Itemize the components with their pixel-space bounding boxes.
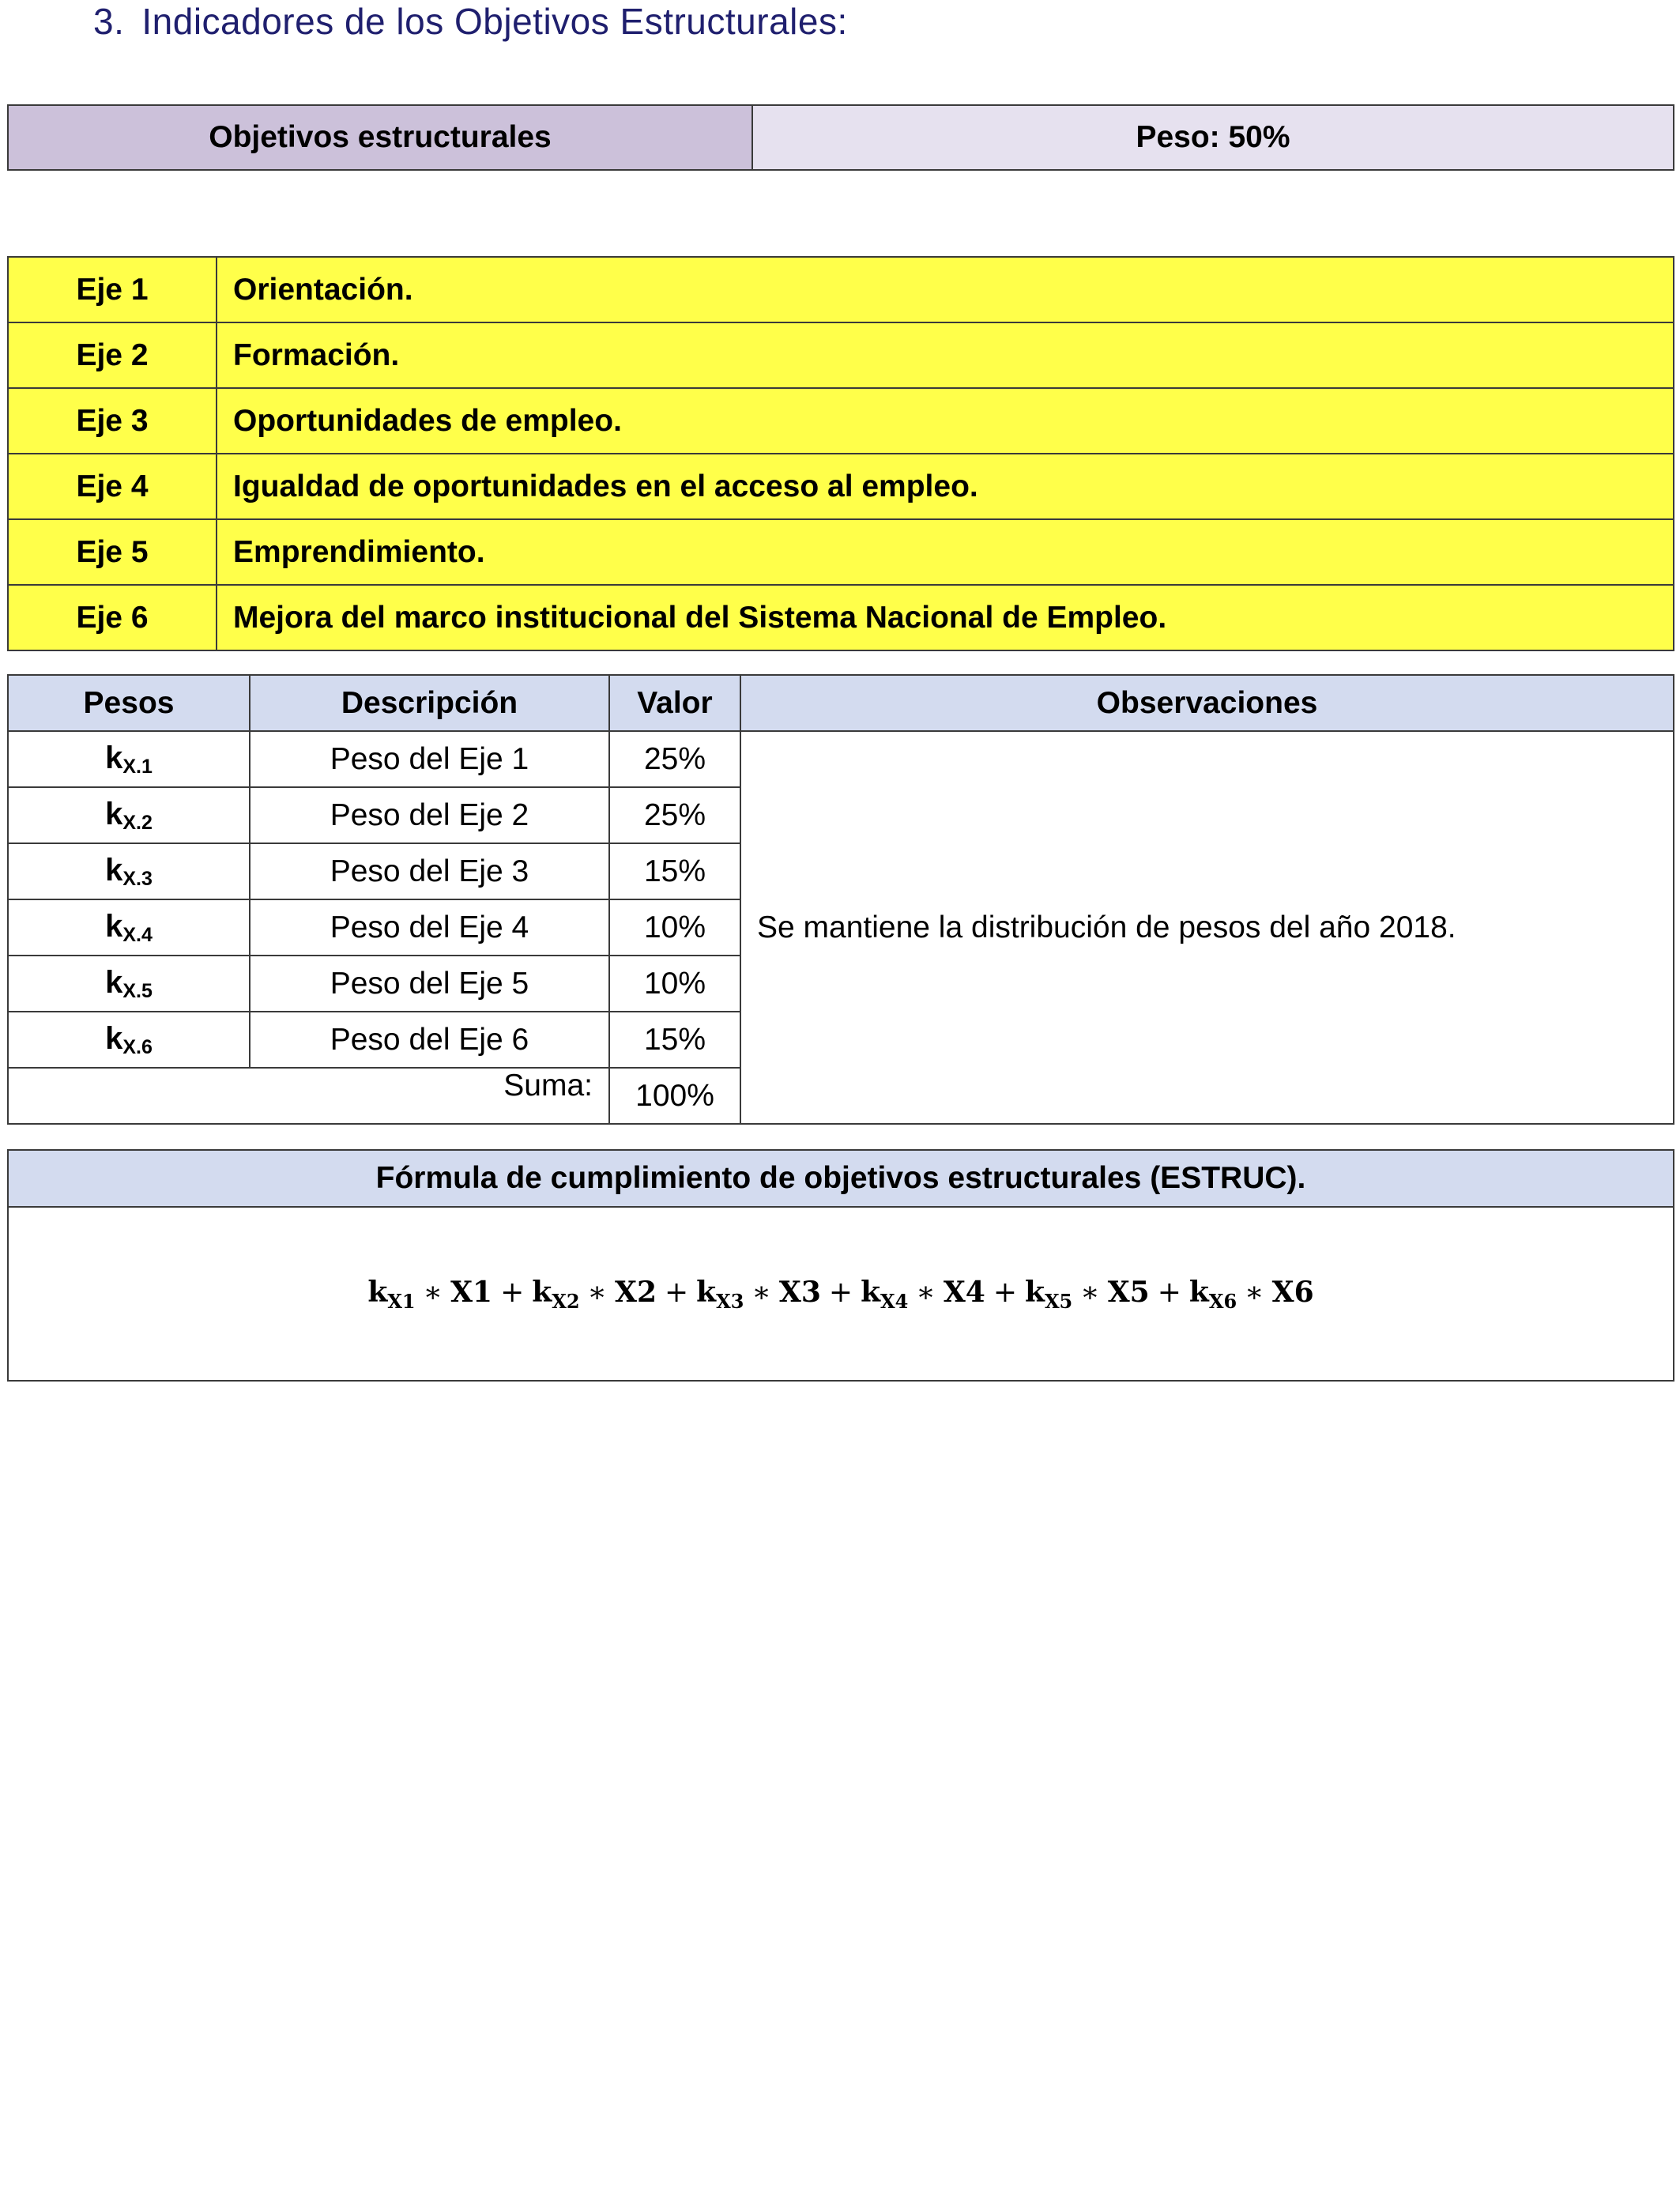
- weights-header-row: [8, 675, 1674, 731]
- formula-title: Fórmula de cumplimiento de objetivos estructurales (ESTRUC).: [8, 1150, 1674, 1207]
- sum-value: 100%: [609, 1068, 740, 1124]
- formula-term: $k_{X6}$ ∗ X6: [1188, 1275, 1314, 1313]
- weight-description: Peso del Eje 2: [250, 787, 609, 843]
- table-row: [8, 731, 1674, 787]
- axis-id: Eje 6: [8, 585, 217, 650]
- plus-sign: +: [993, 1276, 1017, 1309]
- formula-term: $k_{X2}$ ∗ X2: [532, 1275, 657, 1313]
- weights-table: [7, 674, 1674, 1125]
- axis-description: Mejora del marco institucional del Sistema Nacional de Empleo.: [217, 585, 1674, 650]
- axis-row: [8, 519, 1674, 585]
- weight-description: Peso del Eje 5: [250, 956, 609, 1012]
- formula-expression: [367, 1275, 1314, 1313]
- axis-row: [8, 322, 1674, 388]
- header-valor: Valor: [609, 675, 740, 731]
- weight-value: 15%: [609, 1012, 740, 1068]
- weight-value: 10%: [609, 899, 740, 956]
- formula-term: $k_{X4}$ ∗ X4: [861, 1275, 985, 1313]
- weight-symbol: $k_{X.4}$: [8, 899, 250, 956]
- section-number: 3.: [93, 1, 125, 42]
- formula-term: $k_{X1}$ ∗ X1: [367, 1275, 493, 1313]
- weight-description: Peso del Eje 3: [250, 843, 609, 899]
- formula-term: $k_{X5}$ ∗ X5: [1024, 1275, 1150, 1313]
- axis-id: Eje 3: [8, 388, 217, 454]
- formula-table: [7, 1149, 1674, 1382]
- axis-row: [8, 257, 1674, 322]
- weight-description: Peso del Eje 4: [250, 899, 609, 956]
- formula-cell: [8, 1207, 1674, 1381]
- weight-symbol: $k_{X.1}$: [8, 731, 250, 787]
- weight-row: [8, 105, 1674, 170]
- objectives-label-cell: Objetivos estructurales: [8, 105, 752, 170]
- axis-row: [8, 454, 1674, 519]
- axis-row: [8, 388, 1674, 454]
- weight-symbol: $k_{X.5}$: [8, 956, 250, 1012]
- axis-id: Eje 1: [8, 257, 217, 322]
- axes-table: [7, 256, 1674, 651]
- weight-table: [7, 104, 1674, 171]
- section-heading: [93, 0, 848, 43]
- plus-sign: +: [1157, 1276, 1181, 1309]
- weight-value: 25%: [609, 787, 740, 843]
- axis-description: Formación.: [217, 322, 1674, 388]
- weight-symbol: $k_{X.3}$: [8, 843, 250, 899]
- axis-id: Eje 5: [8, 519, 217, 585]
- weight-value: 25%: [609, 731, 740, 787]
- sum-label: Suma:: [8, 1068, 609, 1124]
- weight-value: 10%: [609, 956, 740, 1012]
- axis-description: Igualdad de oportunidades en el acceso al empleo.: [217, 454, 1674, 519]
- header-observaciones: Observaciones: [740, 675, 1674, 731]
- plus-sign: +: [500, 1276, 525, 1309]
- section-title: Indicadores de los Objetivos Estructurales:: [141, 1, 848, 42]
- axis-description: Oportunidades de empleo.: [217, 388, 1674, 454]
- weight-value-cell: Peso: 50%: [752, 105, 1674, 170]
- formula-term: $k_{X3}$ ∗ X3: [696, 1275, 821, 1313]
- weight-description: Peso del Eje 6: [250, 1012, 609, 1068]
- axis-row: [8, 585, 1674, 650]
- observation-cell: Se mantiene la distribución de pesos del año 2018.: [740, 731, 1674, 1124]
- weight-value: 15%: [609, 843, 740, 899]
- formula-body-row: [8, 1207, 1674, 1381]
- weight-symbol: $k_{X.2}$: [8, 787, 250, 843]
- header-pesos: Pesos: [8, 675, 250, 731]
- axis-id: Eje 2: [8, 322, 217, 388]
- header-descripcion: Descripción: [250, 675, 609, 731]
- weight-description: Peso del Eje 1: [250, 731, 609, 787]
- axis-description: Orientación.: [217, 257, 1674, 322]
- formula-header-row: [8, 1150, 1674, 1207]
- plus-sign: +: [665, 1276, 689, 1309]
- plus-sign: +: [828, 1276, 853, 1309]
- weight-symbol: $k_{X.6}$: [8, 1012, 250, 1068]
- axis-id: Eje 4: [8, 454, 217, 519]
- axis-description: Emprendimiento.: [217, 519, 1674, 585]
